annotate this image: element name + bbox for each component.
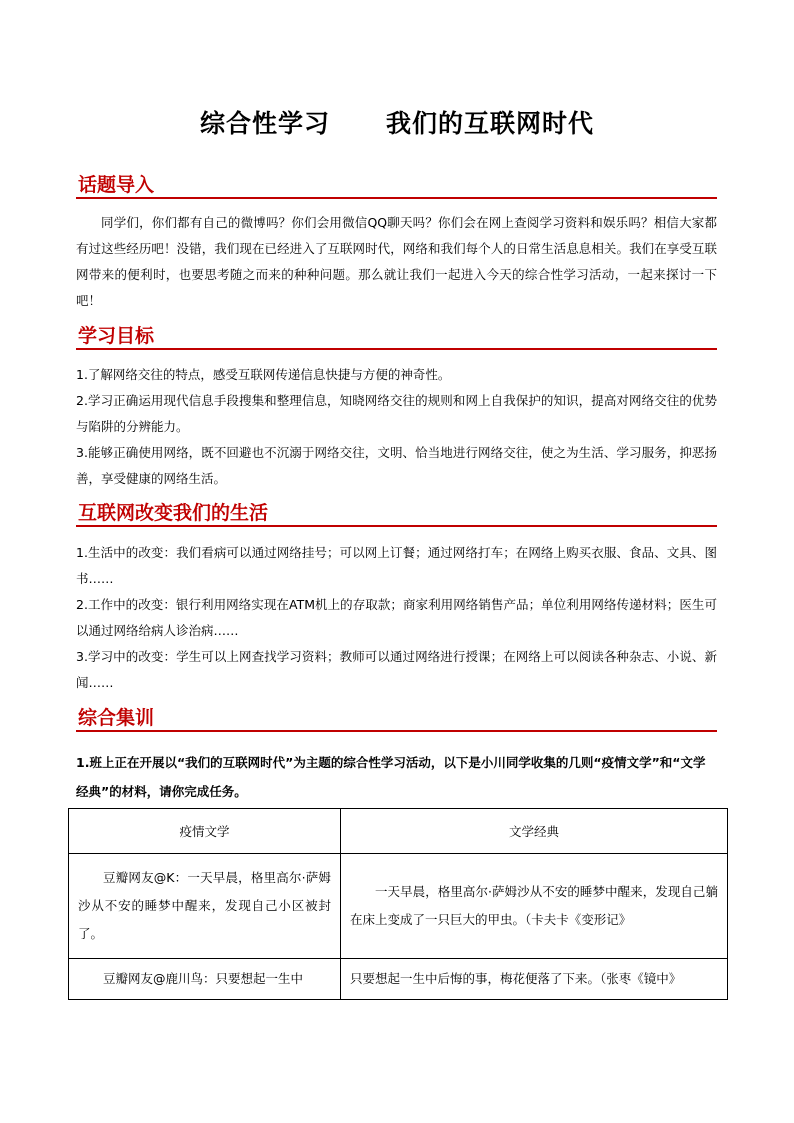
page-title xyxy=(0,104,794,140)
section-heading-changes: 互联网改变我们的生活 xyxy=(76,501,717,527)
section-heading-intro: 话题导入 xyxy=(76,173,717,199)
table-header-epidemic: 疫情文学 xyxy=(69,809,341,854)
table-row xyxy=(69,854,728,959)
goal-item: 2.学习正确运用现代信息手段搜集和整理信息，知晓网络交往的规则和网上自我保护的知识，提高对网络交往的优势与陷阱的分辨能力。 xyxy=(76,393,717,434)
table-row xyxy=(69,959,728,1000)
title-part1: 综合性学习 xyxy=(199,109,330,138)
section-heading-goals: 学习目标 xyxy=(76,324,717,350)
intro-paragraph: 同学们，你们都有自己的微博吗？你们会用微信QQ聊天吗？你们会在网上查阅学习资料和娱乐吗？相信大家都有过这些经历吧！没错，我们现在已经进入了互联网时代，网络和我们每个人的日常生活息息相关。我们在享受互联网带来的便利时，也要思考随之而来的种种问题。那么就让我们一起进入今天的综合性学习活动，一起来探讨一下吧！ xyxy=(76,215,717,308)
title-part2: 我们的互联网时代 xyxy=(386,109,595,138)
materials-table xyxy=(68,808,728,1000)
goal-item: 3.能够正确使用网络，既不回避也不沉溺于网络交往，文明、恰当地进行网络交往，使之为生活、学习服务，抑恶扬善，享受健康的网络生活。 xyxy=(76,445,717,486)
change-item: 2.工作中的改变：银行利用网络实现在ATM机上的存取款；商家利用网络销售产品；单位利用网络传递材料；医生可以通过网络给病人诊治病…… xyxy=(76,597,717,638)
table-cell: 豆瓣网友@鹿川鸟：只要想起一生中 xyxy=(103,971,304,986)
table-cell: 一天早晨，格里高尔·萨姆沙从不安的睡梦中醒来，发现自己躺在床上变成了一只巨大的甲虫。（卡夫卡《变形记》 xyxy=(350,884,718,927)
goal-item: 1.了解网络交往的特点，感受互联网传递信息快捷与方便的神奇性。 xyxy=(76,367,451,382)
table-cell: 只要想起一生中后悔的事，梅花便落了下来。（张枣《镜中》 xyxy=(350,971,682,986)
section-goals xyxy=(76,324,717,492)
table-header-classic: 文学经典 xyxy=(341,809,728,854)
change-item: 1.生活中的改变：我们看病可以通过网络挂号；可以网上订餐；通过网络打车；在网络上购买衣服、食品、文具、图书…… xyxy=(76,545,717,586)
task-question: 1.班上正在开展以“我们的互联网时代”为主题的综合性学习活动，以下是小川同学收集的几则“疫情文学”和“文学经典”的材料，请你完成任务。 xyxy=(76,755,706,799)
section-intro xyxy=(76,173,717,314)
table-cell: 豆瓣网友@K：一天早晨，格里高尔·萨姆沙从不安的睡梦中醒来，发现自己小区被封了。 xyxy=(78,870,331,941)
section-heading-training: 综合集训 xyxy=(76,706,717,732)
change-item: 3.学习中的改变：学生可以上网查找学习资料；教师可以通过网络进行授课；在网络上可以阅读各种杂志、小说、新闻…… xyxy=(76,649,717,690)
section-training xyxy=(76,706,717,732)
section-changes xyxy=(76,501,717,696)
